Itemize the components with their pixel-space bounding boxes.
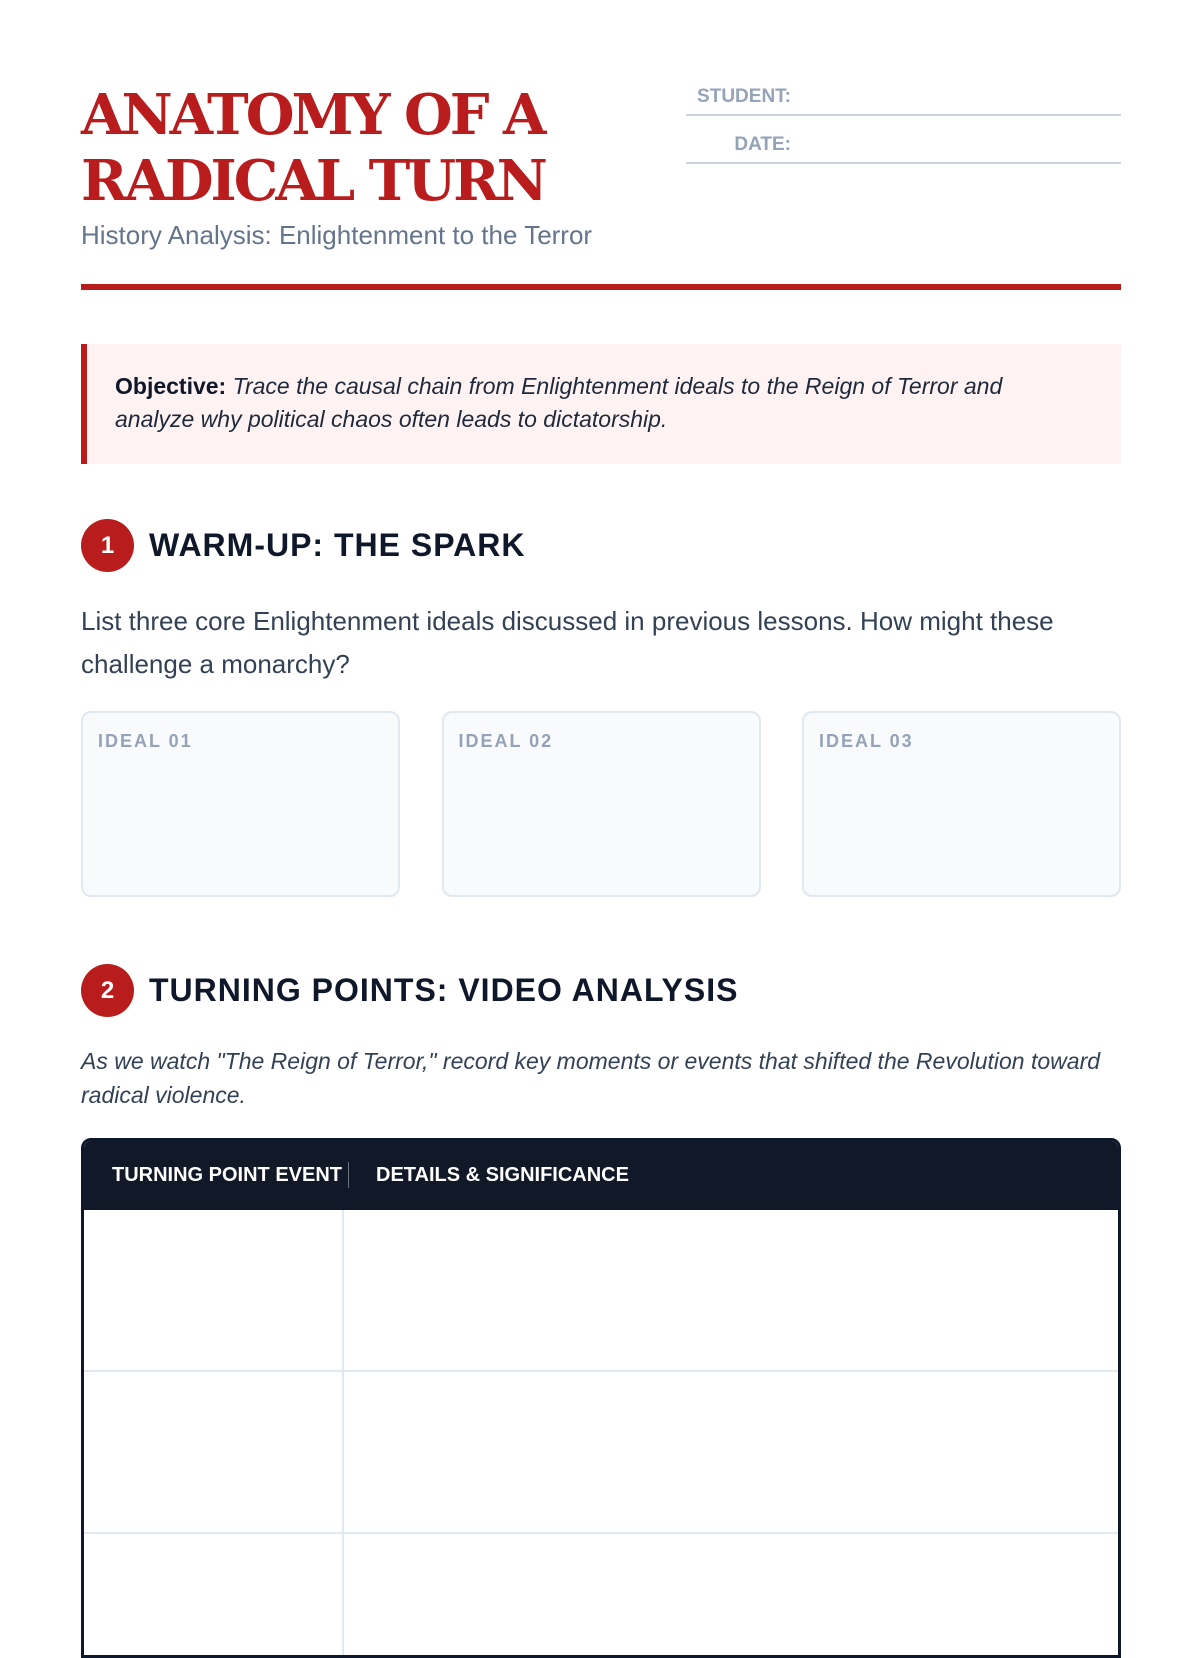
objective-text: Trace the causal chain from Enlightenment ideals to the Reign of Terror and analyze why political chaos often leads to dictatorship.	[115, 373, 1003, 432]
ideal-box-3[interactable]	[802, 711, 1121, 897]
column-header-details: DETAILS & SIGNIFICANCE	[376, 1164, 629, 1186]
worksheet-subtitle: History Analysis: Enlightenment to the Terror	[81, 220, 593, 250]
ideal-box-2[interactable]	[442, 711, 761, 897]
ideal-boxes	[81, 711, 1121, 897]
date-label: DATE:	[734, 134, 791, 155]
event-cell[interactable]	[84, 1534, 344, 1658]
worksheet-page	[81, 0, 1121, 1186]
table-header	[84, 1141, 1118, 1210]
section-1-heading	[81, 519, 526, 572]
objective-label: Objective:	[115, 373, 227, 399]
section-1-number-badge: 1	[81, 519, 134, 572]
table-row	[84, 1534, 1118, 1658]
column-header-event: TURNING POINT EVENT	[84, 1164, 349, 1187]
student-info	[686, 78, 1121, 174]
section-1-prompt: List three core Enlightenment ideals discussed in previous lessons. How might these challenge a monarchy?	[81, 606, 1054, 679]
details-cell[interactable]	[344, 1534, 1118, 1658]
table-row	[84, 1372, 1118, 1534]
title-line-1: ANATOMY OF A	[81, 82, 544, 148]
ideal-label: IDEAL 01	[98, 731, 193, 751]
details-cell[interactable]	[344, 1372, 1118, 1532]
section-2-instructions: As we watch "The Reign of Terror," record key moments or events that shifted the Revolution toward radical violence.	[81, 1048, 1101, 1108]
details-cell[interactable]	[344, 1210, 1118, 1370]
title-line-2: RADICAL TURN	[81, 148, 545, 214]
header-divider	[81, 284, 1121, 290]
date-row	[686, 126, 1121, 164]
student-row	[686, 78, 1121, 116]
student-label: STUDENT:	[697, 86, 791, 107]
ideal-label: IDEAL 03	[819, 731, 914, 751]
section-2-heading	[81, 964, 738, 1017]
table-row	[84, 1210, 1118, 1372]
section-2-title: TURNING POINTS: VIDEO ANALYSIS	[149, 972, 739, 1008]
event-cell[interactable]	[84, 1210, 344, 1370]
event-cell[interactable]	[84, 1372, 344, 1532]
objective-box	[81, 344, 1121, 464]
worksheet-title	[81, 82, 641, 214]
ideal-box-1[interactable]	[81, 711, 400, 897]
worksheet-header	[81, 0, 1121, 292]
ideal-label: IDEAL 02	[458, 731, 554, 751]
section-1-title: WARM-UP: THE SPARK	[149, 527, 526, 563]
section-2-number-badge: 2	[81, 964, 134, 1017]
turning-points-table	[81, 1138, 1121, 1658]
